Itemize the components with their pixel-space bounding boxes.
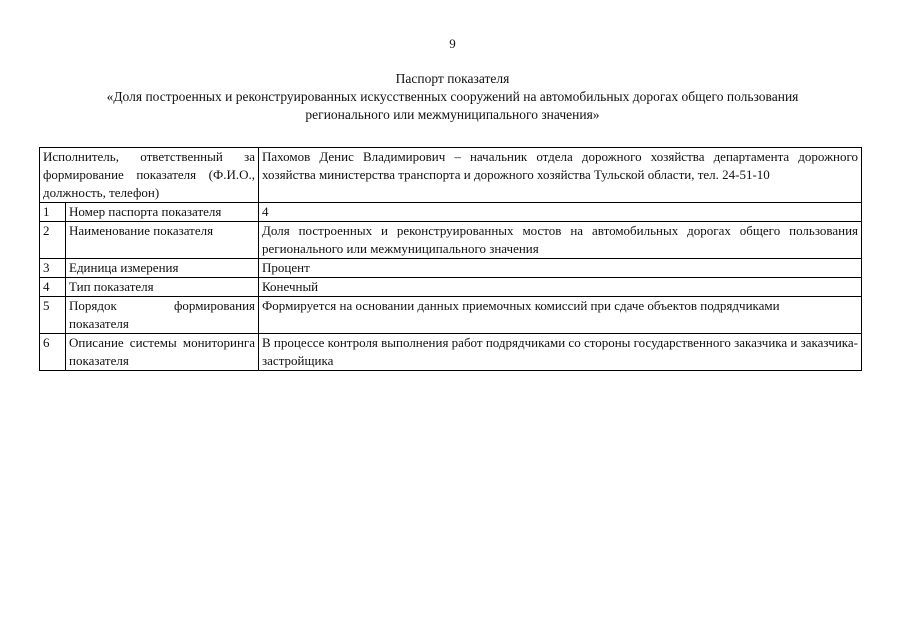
title-subject-line1: «Доля построенных и реконструированных искусственных сооружений на автомобильных дорогах общего пользования [106, 89, 799, 104]
table-row [40, 222, 862, 259]
row-label: Описание системы мониторинга показателя [66, 334, 259, 371]
table-row [40, 334, 862, 371]
row-value: 4 [259, 203, 862, 222]
row-value: В процессе контроля выполнения работ подрядчиками со стороны государственного заказчика и заказчика-застройщика [259, 334, 862, 371]
responsible-value: Пахомов Денис Владимирович – начальник отдела дорожного хозяйства департамента дорожного хозяйства министерства транспорта и дорожного хозяйства Тульской области, тел. 24-51-10 [259, 148, 862, 203]
page-number: 9 [449, 36, 456, 51]
row-label: Наименование показателя [66, 222, 259, 259]
row-value: Формируется на основании данных приемочных комиссий при сдаче объектов подрядчиками [259, 297, 862, 334]
row-number: 6 [40, 334, 66, 371]
table-row [40, 297, 862, 334]
row-label: Номер паспорта показателя [66, 203, 259, 222]
row-number: 3 [40, 259, 66, 278]
row-value: Доля построенных и реконструированных мостов на автомобильных дорогах общего пользования регионального или межмуниципального значения [259, 222, 862, 259]
document-title [40, 70, 865, 124]
row-value: Процент [259, 259, 862, 278]
row-number: 4 [40, 278, 66, 297]
row-number: 2 [40, 222, 66, 259]
table-row [40, 203, 862, 222]
title-subject-line2: регионального или межмуниципального значения» [305, 107, 600, 122]
row-label: Порядок формирования показателя [66, 297, 259, 334]
row-value: Конечный [259, 278, 862, 297]
row-number: 5 [40, 297, 66, 334]
row-number: 1 [40, 203, 66, 222]
title-heading: Паспорт показателя [395, 71, 510, 86]
indicator-passport-table [39, 147, 862, 371]
responsible-label: Исполнитель, ответственный за формирование показателя (Ф.И.О., должность, телефон) [40, 148, 259, 203]
row-label: Тип показателя [66, 278, 259, 297]
table-row [40, 259, 862, 278]
table-row-responsible [40, 148, 862, 203]
table-row [40, 278, 862, 297]
row-label: Единица измерения [66, 259, 259, 278]
